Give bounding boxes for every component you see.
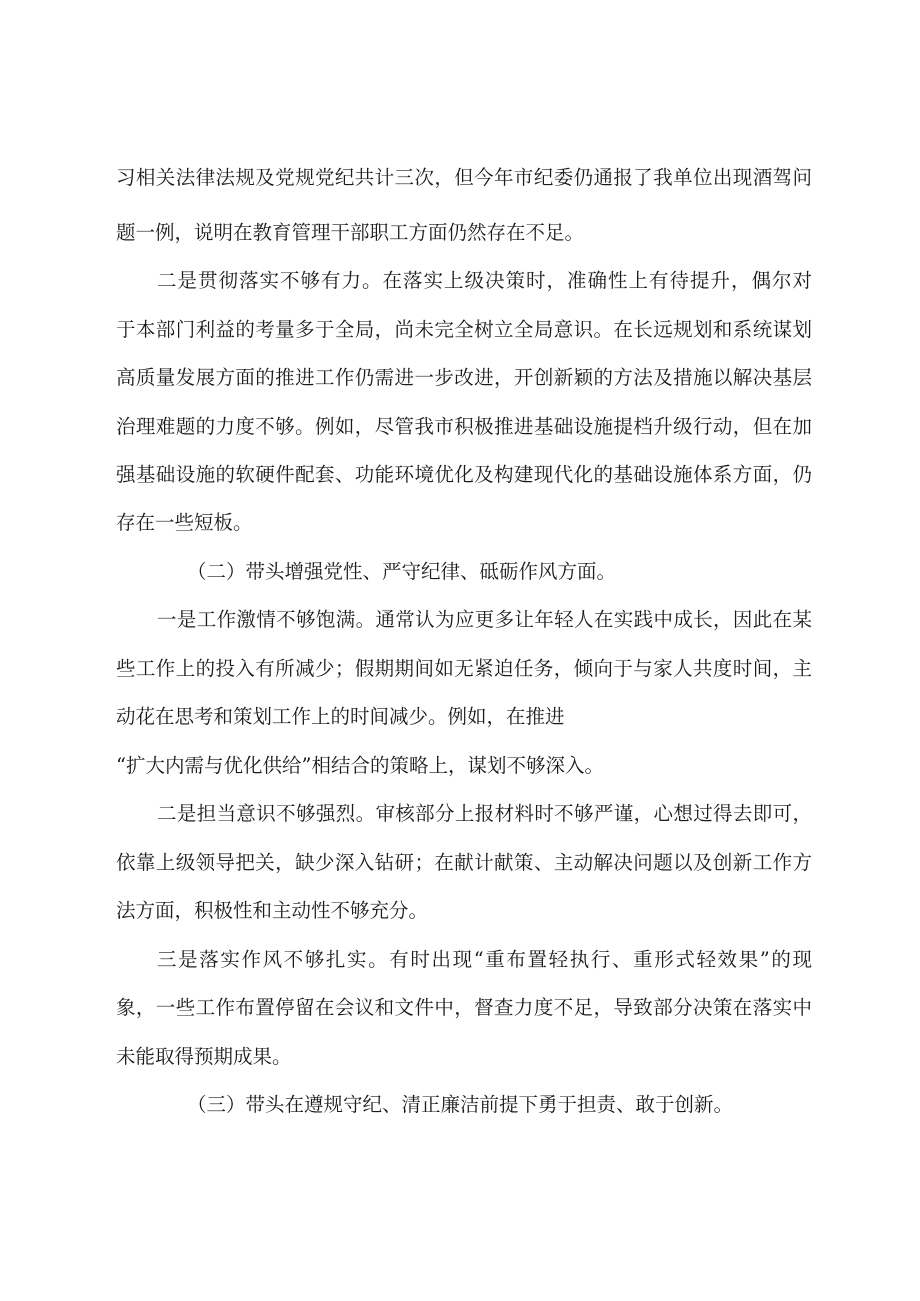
paragraph-first-line: 一是工作激情不够饱满。通常认为应更多让年轻人在实践中成长，因此在某 bbox=[157, 608, 812, 631]
text-line: 治理难题的力度不够。例如，尽管我市积极推进基础设施提档升级行动，但在加 bbox=[116, 415, 812, 438]
text-line: 依靠上级领导把关，缺少深入钻研；在献计献策、主动解决问题以及创新工作方 bbox=[116, 851, 812, 874]
text-line: 存在一些短板。 bbox=[116, 511, 253, 534]
paragraph-first-line: 三是落实作风不够扎实。有时出现“重布置轻执行、重形式轻效果”的现 bbox=[157, 948, 812, 971]
section-heading: （三）带头在遵规守纪、清正廉洁前提下勇于担责、敢于创新。 bbox=[187, 1093, 734, 1116]
text-line: 法方面，积极性和主动性不够充分。 bbox=[116, 899, 429, 922]
text-line: 习相关法律法规及党规党纪共计三次，但今年市纪委仍通报了我单位出现酒驾问 bbox=[116, 166, 812, 189]
text-line: 强基础设施的软硬件配套、功能环境优化及构建现代化的基础设施体系方面，仍 bbox=[116, 463, 812, 486]
text-line: 动花在思考和策划工作上的时间减少。例如，在推进 bbox=[116, 705, 565, 728]
section-heading: （二）带头增强党性、严守纪律、砥砺作风方面。 bbox=[187, 560, 617, 583]
text-line: 题一例，说明在教育管理干部职工方面仍然存在不足。 bbox=[116, 221, 585, 244]
text-line: 高质量发展方面的推进工作仍需进一步改进，开创新颖的方法及措施以解决基层 bbox=[116, 366, 812, 389]
paragraph-first-line: 二是贯彻落实不够有力。在落实上级决策时，准确性上有待提升，偶尔对 bbox=[157, 269, 812, 292]
text-line: “扩大内需与优化供给”相结合的策略上，谋划不够深入。 bbox=[116, 754, 604, 777]
text-line: 象，一些工作布置停留在会议和文件中，督查力度不足，导致部分决策在落实中 bbox=[116, 996, 812, 1019]
text-line: 于本部门利益的考量多于全局，尚未完全树立全局意识。在长远规划和系统谋划 bbox=[116, 318, 812, 341]
paragraph-first-line: 二是担当意识不够强烈。审核部分上报材料时不够严谨，心想过得去即可， bbox=[157, 802, 812, 825]
text-line: 未能取得预期成果。 bbox=[116, 1045, 292, 1068]
text-line: 些工作上的投入有所减少；假期期间如无紧迫任务，倾向于与家人共度时间，主 bbox=[116, 657, 812, 680]
